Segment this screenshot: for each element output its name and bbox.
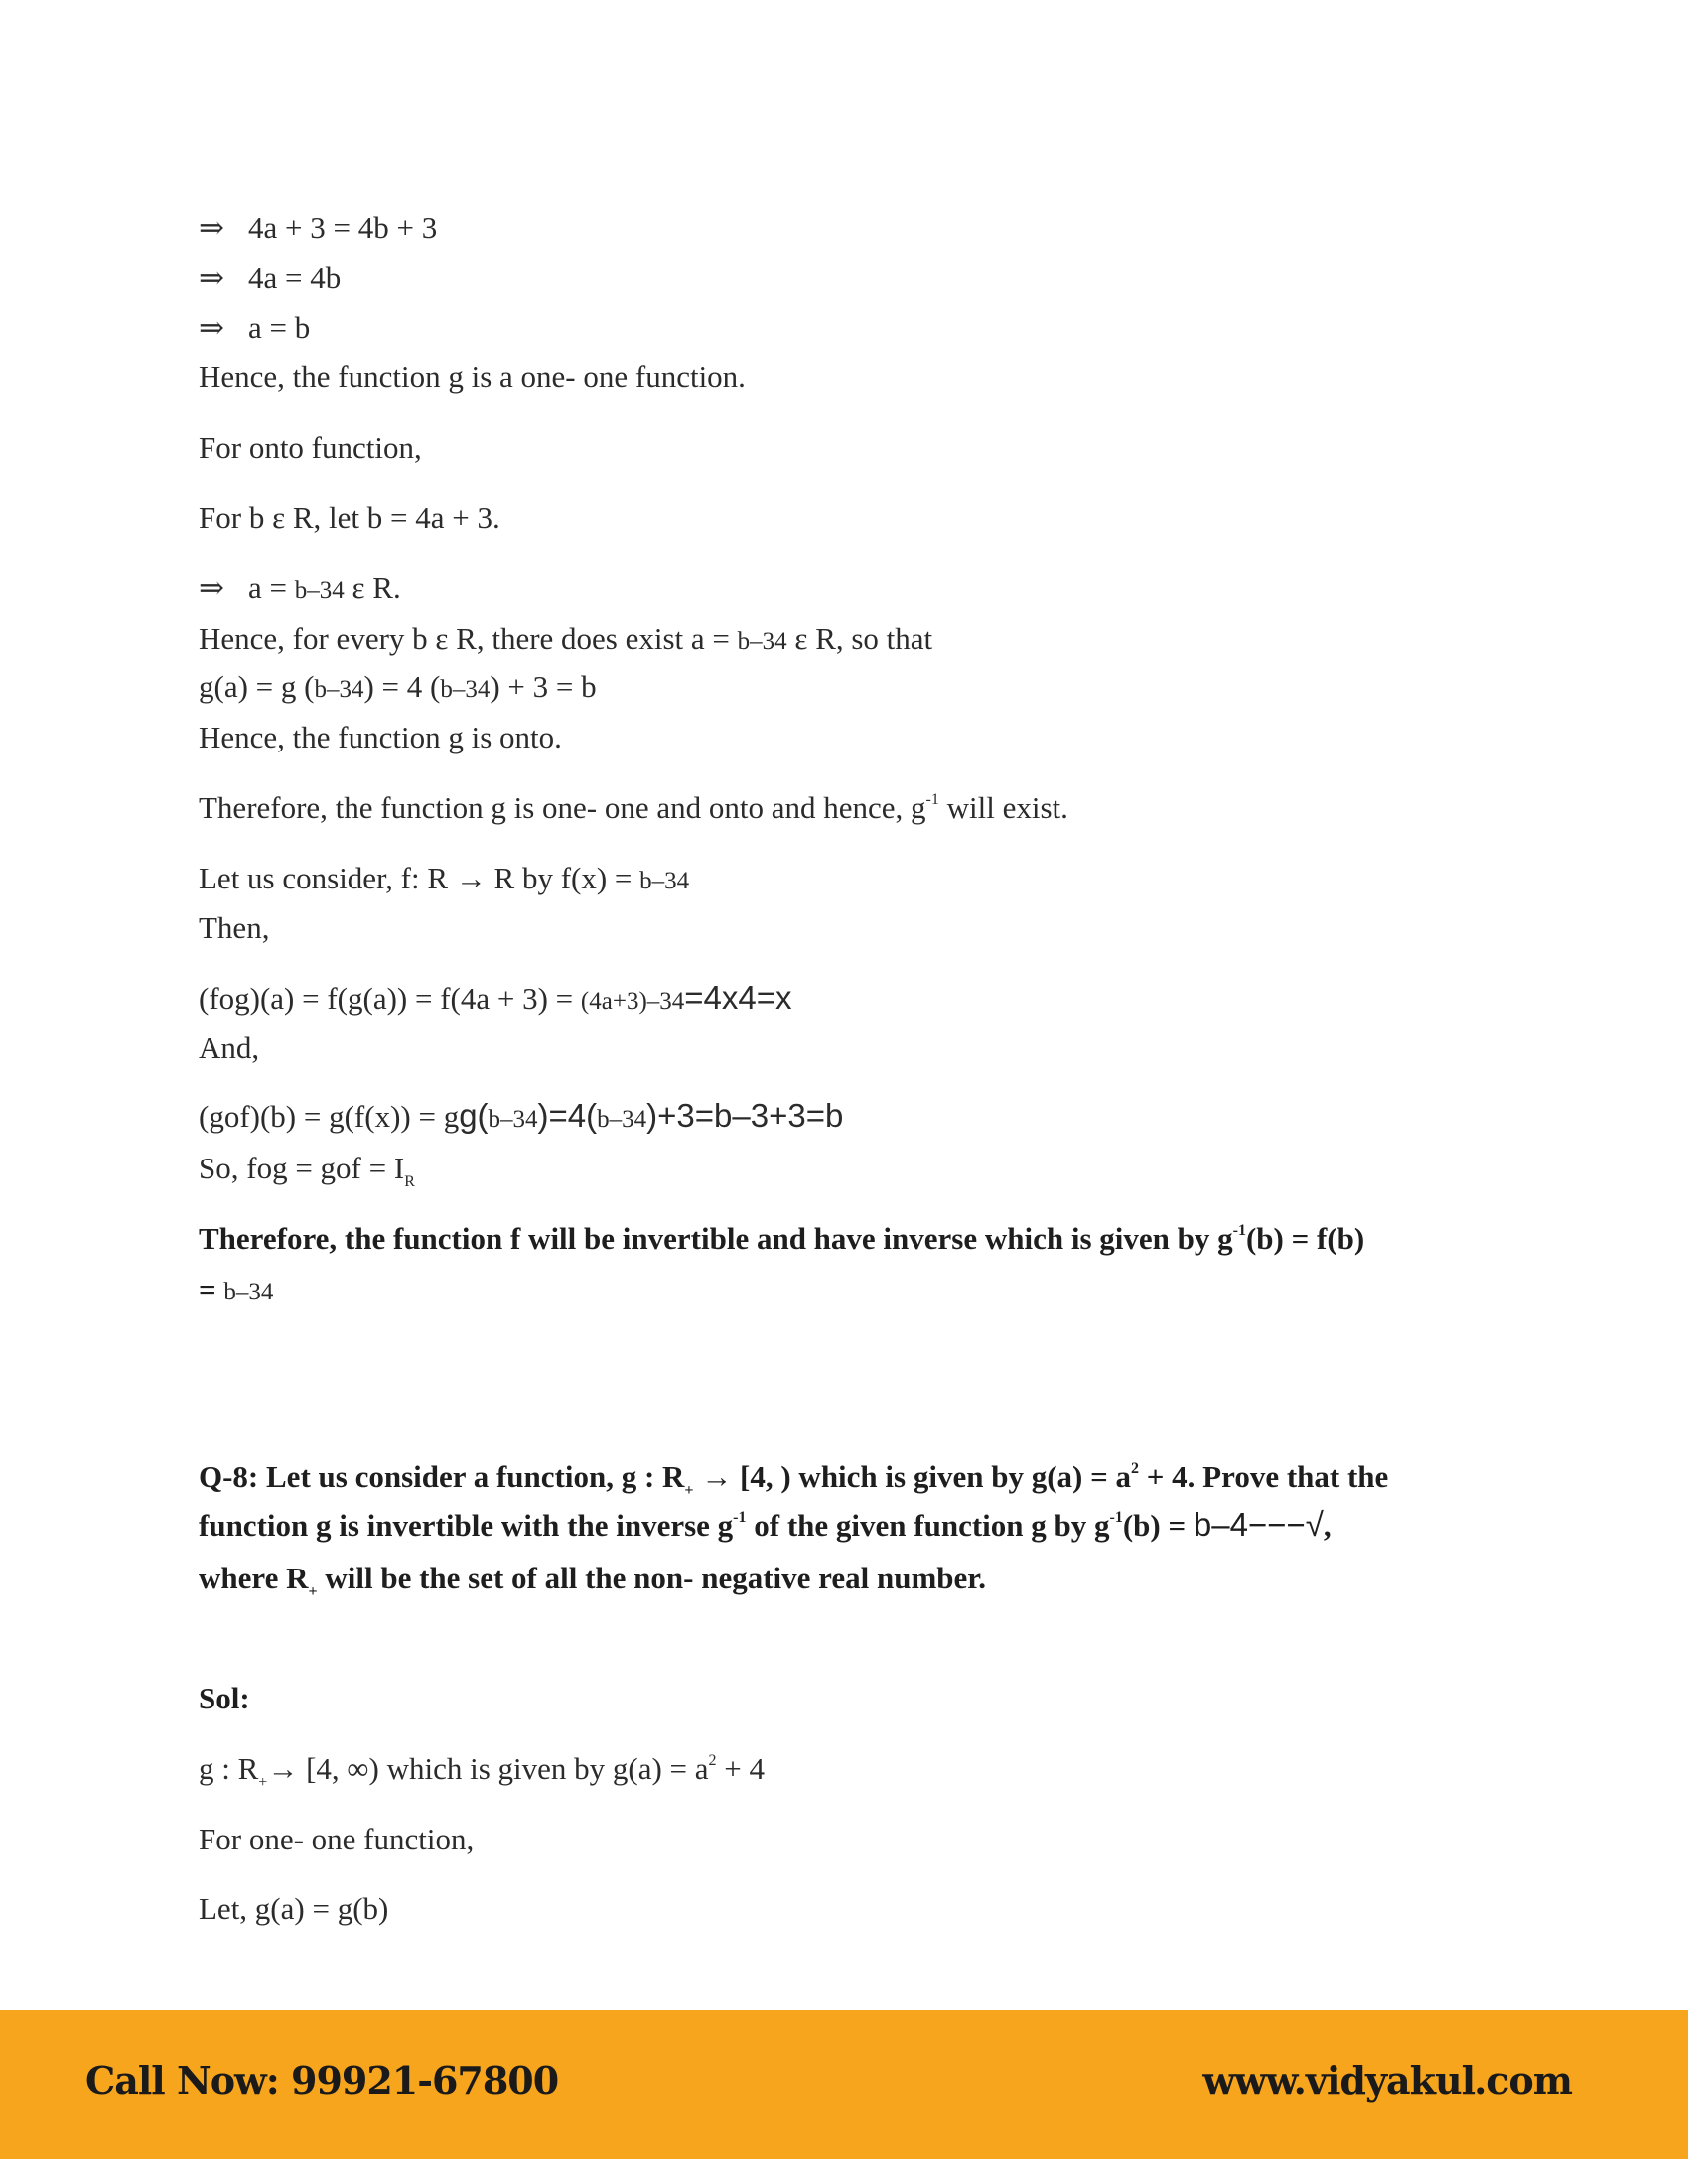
fraction: b–34	[223, 1279, 274, 1305]
fraction: b–34	[314, 676, 364, 703]
step-line-3: ⇒ a = b	[199, 308, 310, 347]
onto-conclusion: Hence, the function g is onto.	[199, 720, 562, 754]
solution-label: Sol:	[199, 1681, 250, 1715]
onto-heading: For onto function,	[199, 430, 422, 465]
and-line: And,	[199, 1030, 260, 1065]
consider-f-line: Let us consider, f: R → R by f(x) = b–34	[199, 861, 690, 895]
inverse-conclusion: Therefore, the function f will be invertible and have inverse which is given by $g^{-1}(b) = f(b)$	[199, 1221, 1365, 1256]
onto-exist-line: Hence, for every b ε R, there does exist a = b–34 ε R, so that	[199, 621, 933, 656]
gof-line: (gof)(b) = g(f(x)) = gg(b–34)=4(b–34)+3=b–3+3=b	[199, 1097, 844, 1134]
fraction: b–34	[597, 1106, 647, 1133]
fraction: b–34	[488, 1106, 538, 1133]
inverse-exists-line: Therefore, the function g is one- one and onto and hence, $g^{-1}$ will exist.	[199, 790, 1068, 825]
call-now-phone[interactable]: Call Now: 99921-67800	[85, 2058, 559, 2103]
solution-definition: g : $R_+\to [4$, ∞) which is given by $g(a) = a^2 + 4$	[199, 1751, 766, 1791]
website-link[interactable]: www.vidyakul.com	[1202, 2058, 1572, 2103]
one-one-heading: For one- one function,	[199, 1822, 475, 1856]
fraction: b–34	[639, 868, 690, 894]
fog-line: (fog)(a) = f(g(a)) = f(4a + 3) = (4a+3)–34=4x4=x	[199, 979, 792, 1016]
footer-bar	[0, 2010, 1688, 2159]
root-expression: b–4−−−√	[1193, 1506, 1324, 1543]
fraction: b–34	[294, 577, 345, 604]
fraction: b–34	[737, 628, 787, 655]
fraction: (4a+3)–34	[580, 988, 685, 1015]
let-equal-line: Let, g(a) = g(b)	[199, 1891, 389, 1926]
inverse-value: = b–34	[199, 1272, 274, 1306]
implies-arrow: ⇒	[199, 210, 224, 245]
onto-let-line: For b ε R, let b = 4a + 3.	[199, 500, 500, 535]
onto-check-line: g(a) = g (b–34) = 4 (b–34) + 3 = b	[199, 669, 597, 704]
onto-implies-line: ⇒ a = b–34 ε R.	[199, 568, 401, 611]
one-one-conclusion: Hence, the function g is a one- one function.	[199, 359, 746, 394]
implies-arrow: ⇒	[199, 310, 224, 344]
fraction: b–34	[440, 676, 491, 703]
step-line-1: ⇒ 4a + 3 = 4b + 3	[199, 208, 437, 248]
then-line: Then,	[199, 910, 270, 945]
question-8-line-1: Q-8: Let us consider a function, g : $R_+ \to [4$, ) which is given by $g(a) = a^2 + 4$. Prove that the	[199, 1459, 1389, 1499]
implies-arrow: ⇒	[199, 260, 224, 295]
question-8-line-3: where $R_+$ will be the set of all the non- negative real number.	[199, 1561, 986, 1600]
step-line-2: ⇒ 4a = 4b	[199, 258, 341, 298]
question-8-line-2: function g is invertible with the inverse $g^{-1}$ of the given function g by $g^{-1}(b) = b-4---√$,	[199, 1506, 1332, 1543]
implies-arrow: ⇒	[199, 570, 224, 605]
identity-line: So, fog = gof = $I_R$	[199, 1151, 415, 1190]
